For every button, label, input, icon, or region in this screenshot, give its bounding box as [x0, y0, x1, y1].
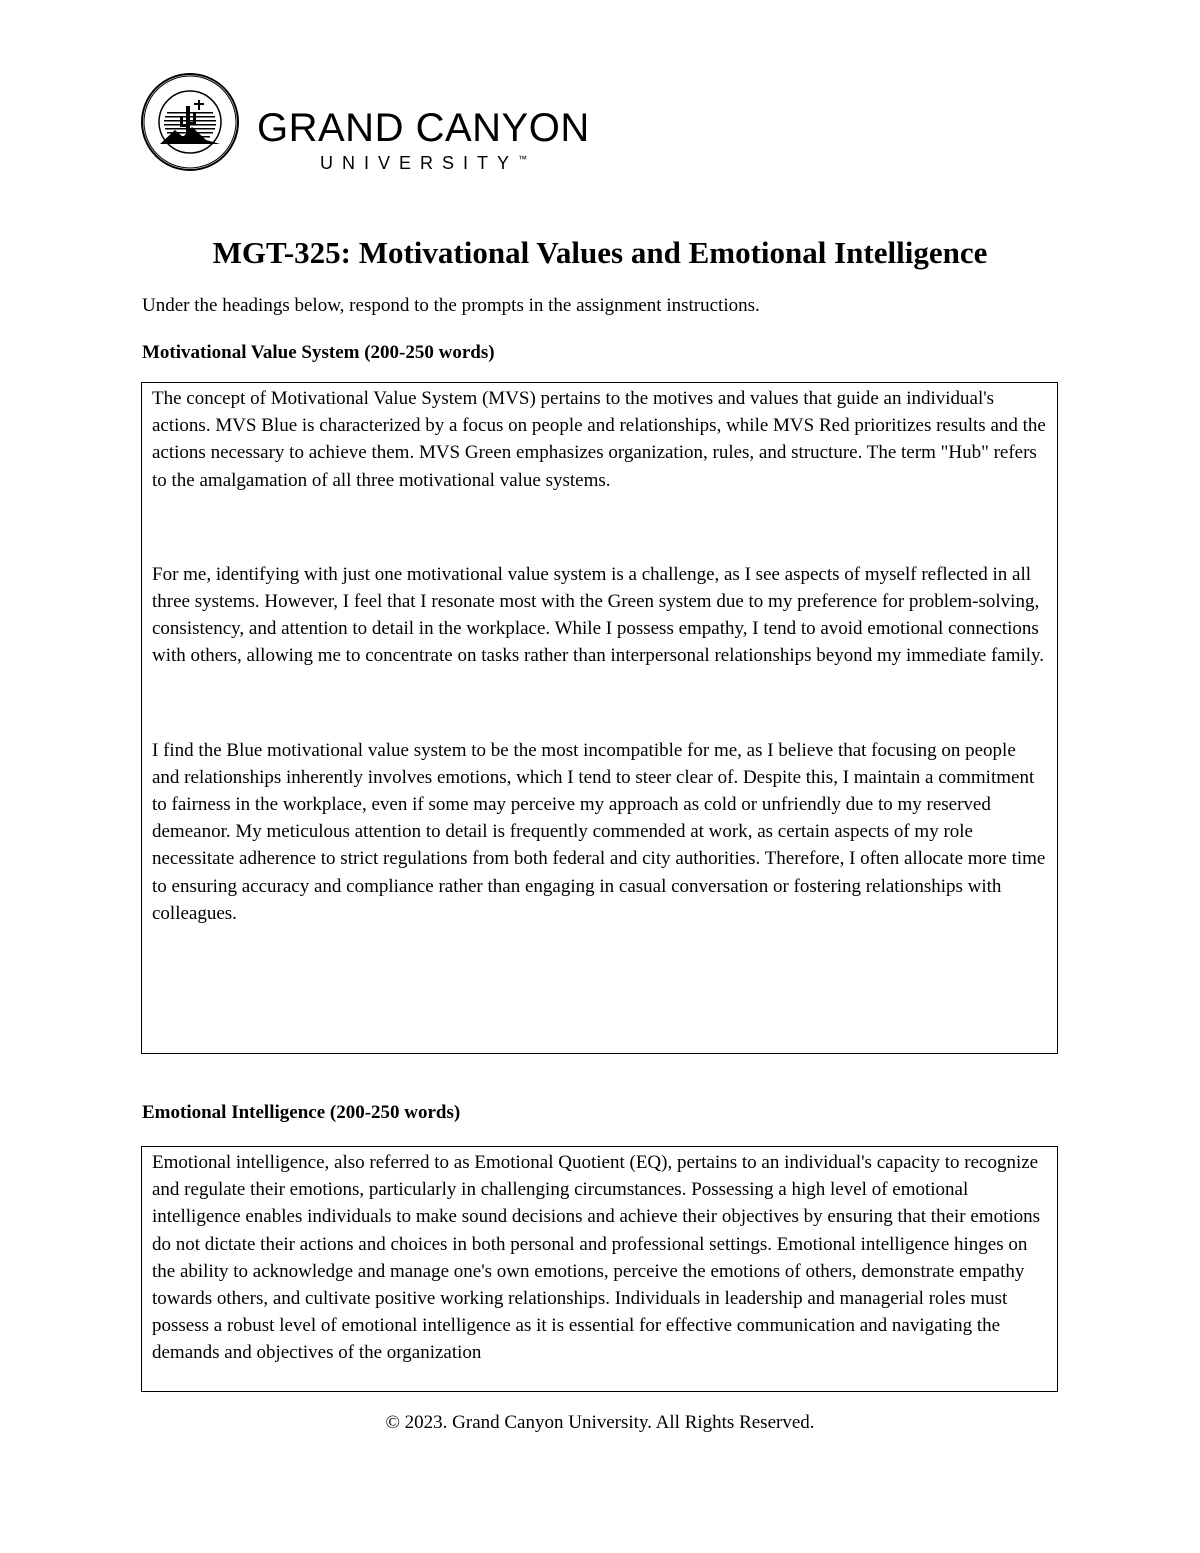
intro-text: Under the headings below, respond to the prompts in the assignment instructions. [142, 295, 760, 316]
university-logo [140, 72, 620, 172]
paragraph-spacer [152, 494, 1047, 561]
university-name: GRAND CANYON [257, 106, 590, 150]
response-paragraph: The concept of Motivational Value System (MVS) pertains to the motives and values that guide an individual's actions. MVS Blue is characterized by a focus on people and relationships, while MVS Red prioritizes results and the actions necessary to achieve them. MVS Green emphasizes organization, rules, and structure. The term "Hub" refers to the amalgamation of all three motivational value systems. [152, 388, 1046, 491]
university-seal-icon [140, 72, 240, 172]
response-paragraph: I find the Blue motivational value system to be the most incompatible for me, as I believe that focusing on people and relationships inherently involves emotions, which I tend to steer clear of. Despite this, I maintain a commitment to fairness in the workplace, even if some may perceive my approach as cold or unfriendly due to my reserved demeanor. My meticulous attention to detail is frequently commended at work, as certain aspects of my role necessitate adherence to strict regulations from both federal and city authorities. Therefore, I often allocate more time to ensuring accuracy and compliance rather than engaging in casual conversation or fostering relationships with colleagues. [152, 739, 1046, 924]
paragraph-spacer [152, 670, 1047, 737]
response-paragraph: Emotional intelligence, also referred to as Emotional Quotient (EQ), pertains to an individual's capacity to recognize and regulate their emotions, particularly in challenging circumstances. Possessing a high level of emotional intelligence enables individuals to make sound decisions and achieve their objectives by ensuring that their emotions do not dictate their actions and choices in both personal and professional settings. Emotional intelligence hinges on the ability to acknowledge and manage one's own emotions, perceive the emotions of others, demonstrate empathy towards others, and cultivate positive working relationships. Individuals in leadership and managerial roles must possess a robust level of emotional intelligence as it is essential for effective communication and navigating the demands and objectives of the organization [152, 1152, 1041, 1364]
document-title: MGT-325: Motivational Values and Emotional Intelligence [212, 235, 988, 270]
response-paragraph: For me, identifying with just one motivational value system is a challenge, as I see aspects of myself reflected in all three systems. However, I feel that I resonate most with the Green system due to my preference for problem-solving, consistency, and attention to detail in the workplace. While I possess empathy, I tend to avoid emotional connections with others, allowing me to concentrate on tasks rather than interpersonal relationships beyond my immediate family. [152, 563, 1045, 667]
response-box-emotional[interactable] [141, 1146, 1058, 1392]
copyright-footer: © 2023. Grand Canyon University. All Rights Reserved. [385, 1412, 815, 1433]
university-subname: UNIVERSITY™ [320, 153, 528, 173]
response-box-motivational[interactable] [141, 382, 1058, 1054]
section-heading-motivational: Motivational Value System (200-250 words) [142, 342, 495, 363]
section-heading-emotional: Emotional Intelligence (200-250 words) [142, 1102, 461, 1123]
